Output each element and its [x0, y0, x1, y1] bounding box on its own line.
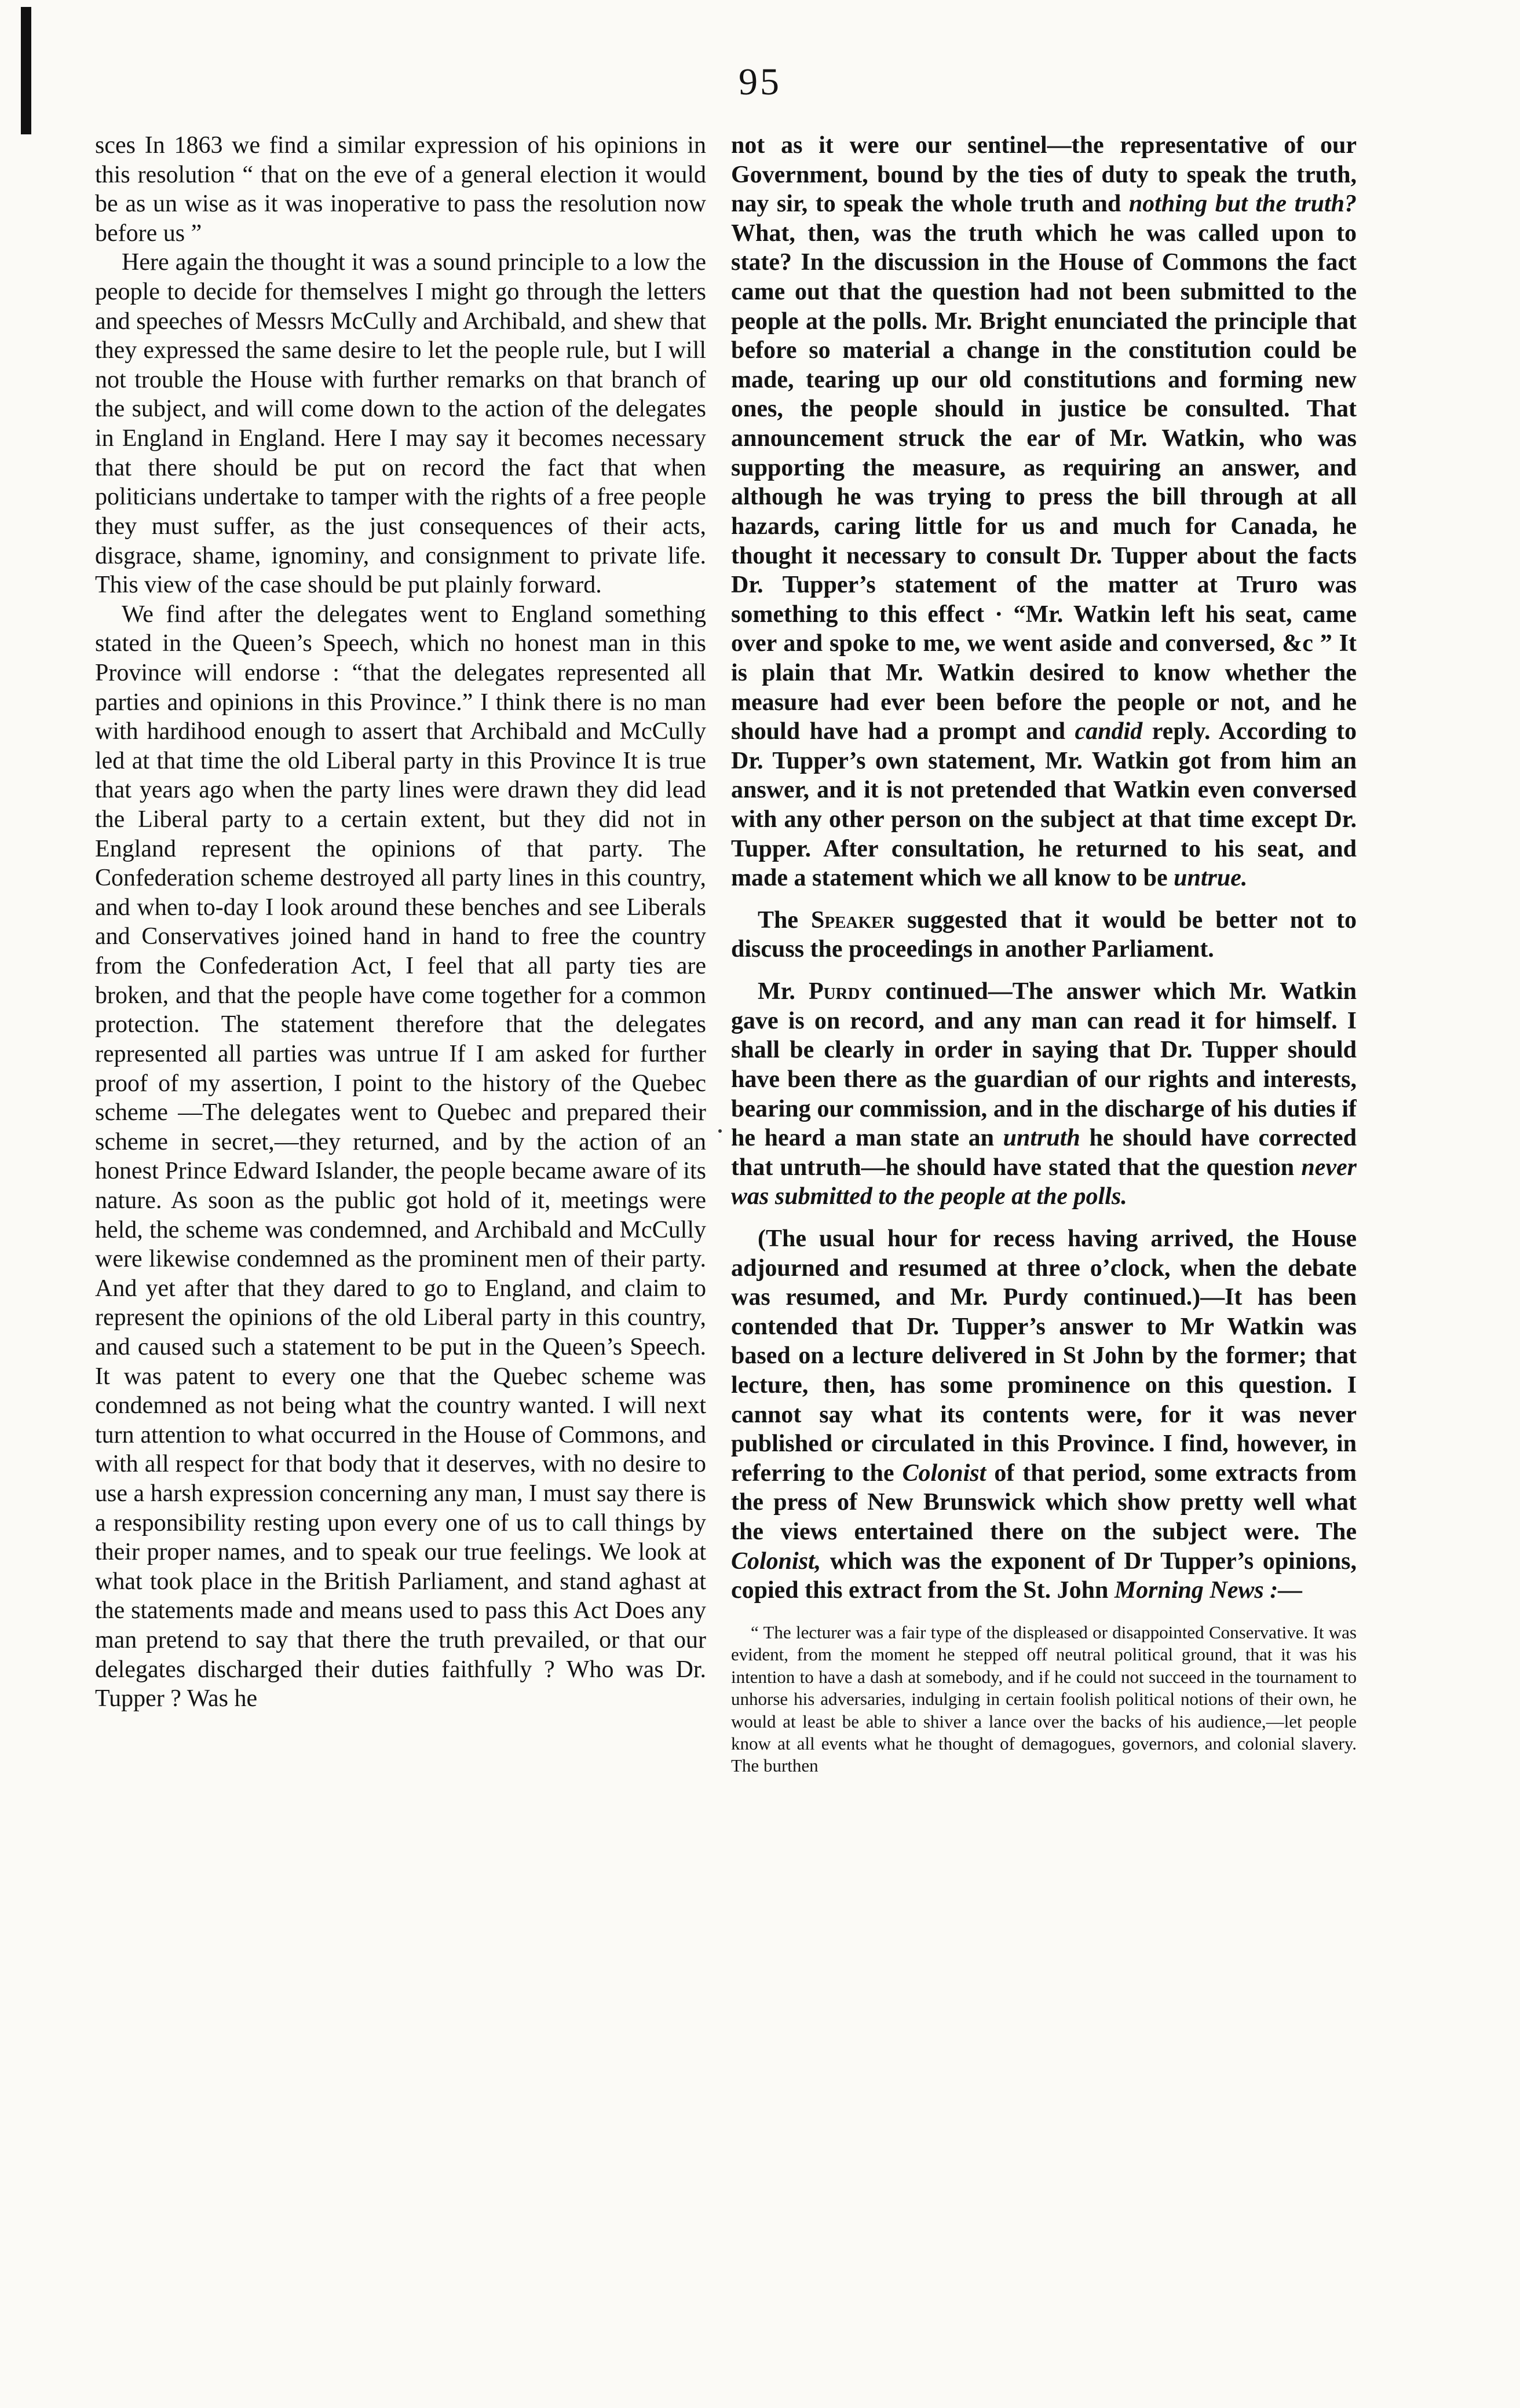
- text-run: What, then, was the truth which he was called upon to state? In the discussion in the House of Commons the fact came out that the question had not been submitted to the people at the polls. Mr. Bright enunciated the principle that before so material a change in the constitution could be made, tearing up our old constitutions and forming new ones, the people should in justice be consulted. That announcement struck the ear of Mr. Watkin, who was supporting the measure, as requiring an answer, and although he was trying to press the bill through at all hazards, caring little for us and much for Canada, he thought it necessary to consult Dr. Tupper about the facts Dr. Tupper’s statement of the matter at Truro was something to this effect · “Mr. Watkin left his seat, came over and spoke to me, we went aside and conversed, &c ” It is plain that Mr. Watkin desired to know whether the measure had ever been before the people or not, and he should have had a prompt and: [731, 219, 1357, 745]
- text-run: not as it were our sentinel—the representative of our Government, bound by the ties of duty to speak the truth, nay sir, to speak the whole truth and: [731, 132, 1357, 218]
- speaker-name: Purdy: [808, 978, 872, 1005]
- text-run: he should have corrected that untruth—he should have stated that the question: [731, 1125, 1357, 1181]
- emphasis: candid: [1075, 718, 1143, 745]
- emphasis: Morning News :—: [1114, 1577, 1303, 1604]
- text-run: The: [758, 906, 811, 934]
- text-run: suggested that it would be better not to discuss the proceedings in another Parliament.: [731, 906, 1357, 963]
- right-paragraph-4: [731, 1224, 1357, 1605]
- left-column: [95, 131, 706, 2378]
- emphasis: untrue.: [1174, 865, 1248, 892]
- speaker-name: Speaker: [810, 906, 895, 934]
- quote-paragraph: “ The lecturer was a fair type of the displeased or disappointed Conservative. It was evident, from the moment he stepped off neutral political ground, that it was his intention to have a dash at somebody, and if he could not succeed in the tournament to unhorse his adversaries, indulging in certain foolish political notions of their own, he would at least be able to shiver a lance over the backs of his audience,—let people know at all events what he thought of demagogues, governors, and colonial slavery. The burthen: [731, 1622, 1357, 1776]
- text-run: which was the exponent of Dr Tupper’s opinions, copied this extract from the St. John: [731, 1547, 1357, 1604]
- right-paragraph-3: [731, 977, 1357, 1212]
- emphasis: untruth: [1003, 1125, 1080, 1152]
- emphasis: never was submitted to the people at the polls.: [731, 1154, 1357, 1210]
- right-column: [731, 131, 1357, 2378]
- text-run: reply. According to Dr. Tupper’s own statement, Mr. Watkin got from him an answer, and it is not pretended that Watkin even conversed with any other person on the subject at that time except Dr. Tupper. After consultation, he returned to his seat, and made a statement which we all know to be: [731, 718, 1357, 892]
- text-run: of that period, some extracts from the press of New Brunswick which show pretty well what the views entertained there on the subject were. The: [731, 1459, 1357, 1546]
- block-quote: [731, 1622, 1357, 1777]
- text-run: (The usual hour for recess having arrived, the House adjourned and resumed at three o’clock, when the debate was resumed, and Mr. Purdy continued.)—It has been contended that Dr. Tupper’s answer to Mr Watkin was based on a lecture delivered in St John by the former; that lecture, then, has some prominence on this question. I cannot say what its contents were, for it was never published or circulated in this Province. I find, however, in referring to the: [731, 1225, 1357, 1487]
- column-divider-mark: [718, 1129, 722, 1133]
- text-run: Mr.: [758, 978, 809, 1005]
- page-number: 95: [739, 61, 781, 103]
- emphasis: Colonist,: [731, 1547, 821, 1575]
- left-paragraph-3: We find after the delegates went to England something stated in the Queen’s Speech, which no honest man in this Province will endorse : “that the delegates represented all parties and opinions in this Province.” I think there is no man with hardihood enough to assert that Archibald and McCully led at that time the old Liberal party in this Province It is true that years ago when the party lines were drawn they did lead the Liberal party to a certain extent, but they did not in England represent the opinions of that party. The Confederation scheme destroyed all party lines in this country, and when to-day I look around these benches and see Liberals and Conservatives joined hand in hand to free the country from the Confederation Act, I feel that all party ties are broken, and that the people have come together for a common protection. The statement therefore that the delegates represented all parties was untrue If I am asked for further proof of my assertion, I point to the history of the Quebec scheme —The delegates went to Quebec and prepared their scheme in secret,—they returned, and by the action of an honest Prince Edward Islander, the people became aware of its nature. As soon as the public got hold of it, meetings were held, the scheme was condemned, and Archibald and McCully were likewise condemned as the prominent men of their party. And yet after that they dared to go to England, and claim to represent the opinions of the old Liberal party in this country, and caused such a statement to be put in the Queen’s Speech. It was patent to every one that the Quebec scheme was condemned as not being what the country wanted. I will next turn attention to what occurred in the House of Commons, and with all respect for that body that it deserves, with no desire to use a harsh expression concerning any man, I must say there is a responsibility resting upon every one of us to call things by their proper names, and to speak our true feelings. We look at what took place in the British Parliament, and stand aghast at the statements made and means used to pass this Act Does any man pretend to say that there the truth prevailed, or that our delegates discharged their duties faithfully ? Who was Dr. Tupper ? Was he: [95, 601, 706, 1712]
- emphasis: Colonist: [902, 1459, 986, 1487]
- right-paragraph-1: [731, 131, 1357, 893]
- text-run: continued—The answer which Mr. Watkin gave is on record, and any man can read it for himself. I shall be clearly in order in saying that Dr. Tupper should have been there as the guardian of our rights and interests, bearing our commission, and in the discharge of his duties if he heard a man state an: [731, 978, 1357, 1152]
- emphasis: nothing but the truth?: [1128, 191, 1357, 218]
- right-paragraph-2: [731, 906, 1357, 964]
- left-paragraph-1: sces In 1863 we find a similar expression of his opinions in this resolution “ that on the eve of a general election it would be as un wise as it was inoperative to pass the resolution now before us ”: [95, 132, 706, 247]
- left-paragraph-2: Here again the thought it was a sound principle to a low the people to decide for themselves I might go through the letters and speeches of Messrs McCully and Archibald, and shew that they expressed the same desire to let the people rule, but I will not trouble the House with further remarks on that branch of the subject, and will come down to the action of the delegates in England in England. Here I may say it becomes necessary that there should be put on record the fact that when politicians undertake to tamper with the rights of a free people they must suffer, as the just consequences of their acts, disgrace, shame, ignominy, and consignment to private life. This view of the case should be put plainly forward.: [95, 249, 706, 599]
